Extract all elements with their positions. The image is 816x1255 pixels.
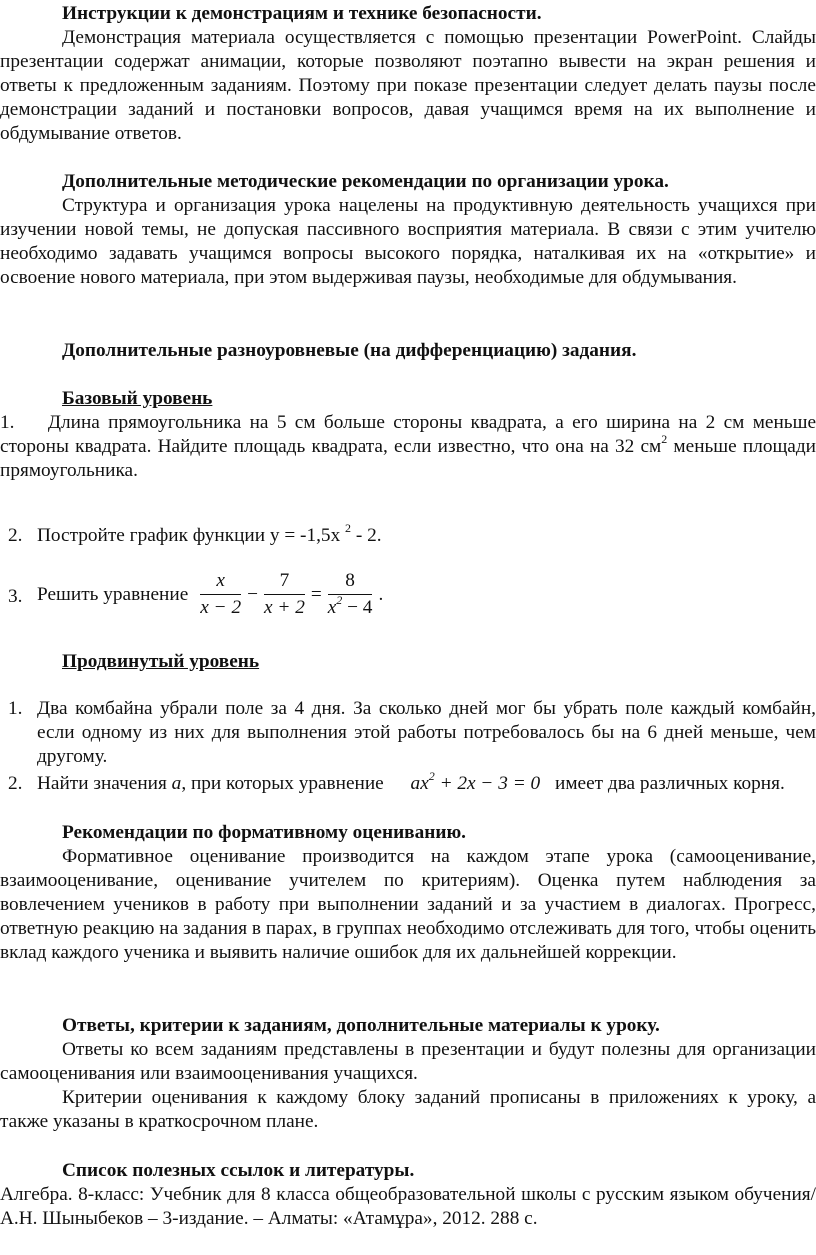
heading-references: Список полезных ссылок и литературы. xyxy=(62,1160,415,1181)
heading-basic-level: Базовый уровень xyxy=(62,388,213,409)
fraction-3-numerator: 8 xyxy=(328,568,373,595)
basic-task-2-number: 2. xyxy=(8,525,23,546)
basic-task-1-number: 1. xyxy=(0,412,15,433)
basic-level-heading-block xyxy=(0,387,816,411)
paragraph-method: Структура и организация урока нацелены на продуктивную деятельность учащихся при изучении новой темы, не допуская пассивного восприятия материала. В связи с этим учителю необходимо задавать учащимся вопросы высокого порядка, наталкивая их на «открытие» и освоение нового материала, при этом выдерживая паузы, необходимые для обдумывания. xyxy=(0,195,816,288)
paragraph-answers-1: Ответы ко всем заданиям представлены в презентации и будут полезны для организации самооценивания или взаимооценивания учащихся. xyxy=(0,1039,816,1084)
minus-sign: − xyxy=(247,583,258,605)
heading-advanced-level: Продвинутый уровень xyxy=(62,651,260,672)
section-references xyxy=(0,1159,816,1231)
fraction-3-den-base: x xyxy=(327,597,337,618)
advanced-task-2 xyxy=(0,768,816,796)
basic-task-1-sup: 2 xyxy=(661,431,668,446)
quadratic-equation xyxy=(410,768,541,794)
heading-safety: Инструкции к демонстрациям и технике безопасности. xyxy=(62,3,542,24)
section-method xyxy=(0,170,816,290)
paragraph-answers-2: Критерии оценивания к каждому блоку заданий прописаны в приложениях к уроку, а также указаны в краткосрочном плане. xyxy=(0,1087,816,1132)
reference-entry: Алгебра. 8-класс: Учебник для 8 класса общеобразовательной школы с русским языком обучения/ А.Н. Шыныбеков – 3-издание. – Алматы: «Атамұра», 2012. 288 с. xyxy=(0,1184,816,1229)
advanced-task-2-var: а xyxy=(171,773,182,794)
advanced-task-2-number: 2. xyxy=(8,773,23,794)
advanced-task-2-text-mid: , при которых уравнение xyxy=(181,773,384,794)
basic-task-1 xyxy=(0,411,816,483)
section-safety xyxy=(0,2,816,146)
fraction-2-numerator: 7 xyxy=(264,568,305,595)
fraction-3-denominator xyxy=(327,592,373,621)
advanced-task-1-number: 1. xyxy=(8,698,23,719)
basic-task-2-text-end: - 2. xyxy=(351,525,382,546)
fraction-2 xyxy=(264,568,305,621)
fraction-3-den-rest: − 4 xyxy=(342,597,373,618)
basic-task-1-text: Длина прямоугольника на 5 см больше стороны квадрата, а его ширина на 2 см меньше стороны квадрата. Найдите площадь квадрата, если известно, что она на 32 см xyxy=(0,412,816,457)
basic-task-2-text: Постройте график функции у = -1,5х xyxy=(37,525,341,546)
equation-rest: + 2x − 3 = 0 xyxy=(434,773,541,794)
basic-task-2 xyxy=(0,520,816,548)
heading-tasks: Дополнительные разноуровневые (на дифференциацию) задания. xyxy=(62,340,637,361)
basic-task-3-number: 3. xyxy=(8,586,23,607)
equation-end: . xyxy=(378,583,384,605)
heading-method: Дополнительные методические рекомендации по организации урока. xyxy=(62,171,669,192)
heading-answers: Ответы, критерии к заданиям, дополнительные материалы к уроку. xyxy=(62,1015,660,1036)
equals-sign: = xyxy=(310,583,322,605)
section-formative xyxy=(0,821,816,965)
fraction-1-denominator: x − 2 xyxy=(200,597,242,618)
fraction-1 xyxy=(200,568,241,621)
fraction-2-denominator: x + 2 xyxy=(263,597,305,618)
equation-ax: ax xyxy=(410,773,429,794)
basic-task-3-text: Решить уравнение xyxy=(37,583,189,605)
basic-task-3 xyxy=(0,568,816,621)
heading-formative: Рекомендации по формативному оцениванию. xyxy=(62,822,467,843)
advanced-level-heading-block xyxy=(0,650,816,674)
advanced-task-2-text-end: имеет два различных корня. xyxy=(555,773,785,794)
advanced-task-2-text: Найти значения xyxy=(37,773,172,794)
advanced-task-1-text: Два комбайна убрали поле за 4 дня. За сколько дней мог бы убрать поле каждый комбайн, если одному из них для выполнения этой работы потребовалось бы на 6 дней меньше, чем другому. xyxy=(37,698,816,767)
equation-sup: 2 xyxy=(428,768,435,783)
advanced-task-1 xyxy=(0,697,816,769)
paragraph-formative: Формативное оценивание производится на каждом этапе урока (самооценивание, взаимооценивание, оценивание учителем по критериям). Оценка путем наблюдения за вовлечением учеников в работу при выполнении заданий и за участием в диалогах. Прогресс, ответную реакцию на задания в парах, в группах необходимо отслеживать для того, чтобы оценить вклад каждого ученика и выявить наличие ошибок для их дальнейшей коррекции. xyxy=(0,846,816,963)
basic-task-2-sup: 2 xyxy=(345,520,352,535)
section-tasks xyxy=(0,339,816,363)
fraction-3-den-sup: 2 xyxy=(336,592,343,607)
fraction-3 xyxy=(328,568,373,621)
paragraph-safety: Демонстрация материала осуществляется с помощью презентации PowerPoint. Слайды презентации содержат анимации, которые позволяют поэтапно вывести на экран решения и ответы к предложенным заданиям. Поэтому при показе презентации следует делать паузы после демонстрации заданий и постановки вопросов, давая учащимся время на их выполнение и обдумывание ответов. xyxy=(0,27,816,144)
section-answers xyxy=(0,1014,816,1134)
basic-task-1-text-end: меньше площади прямоугольника. xyxy=(0,436,816,481)
fraction-1-numerator: x xyxy=(200,568,241,595)
